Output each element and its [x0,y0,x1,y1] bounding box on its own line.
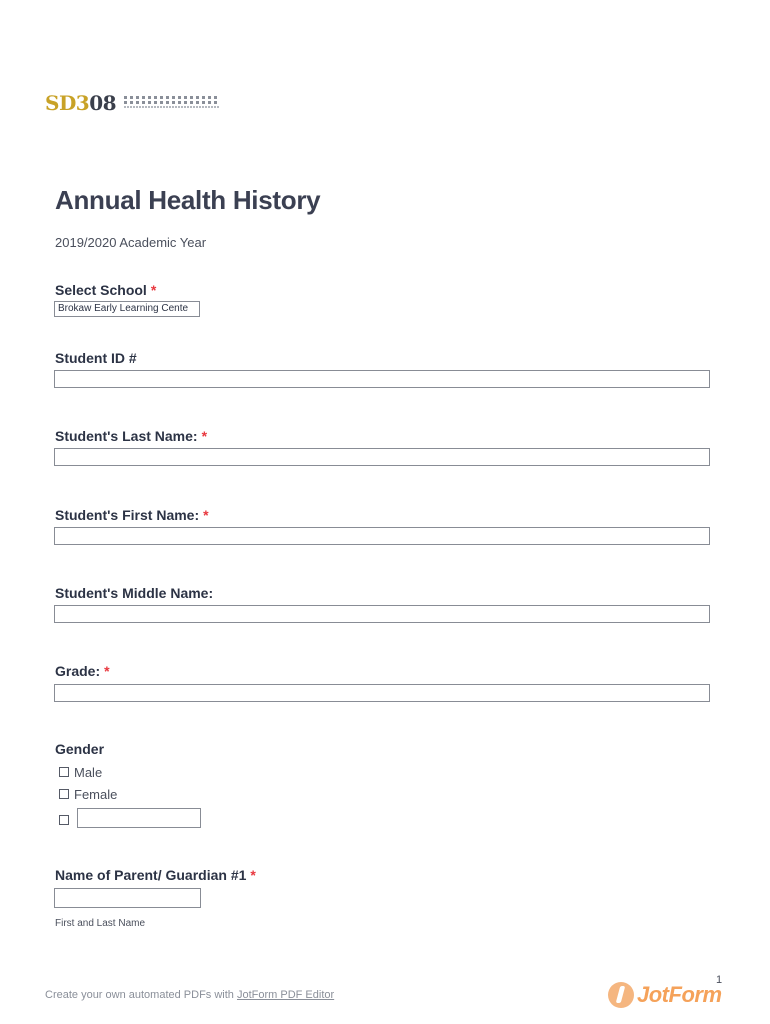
parent1-name-field[interactable] [54,888,201,908]
first-name-field[interactable] [54,527,710,545]
select-school-label: Select School * [55,282,157,298]
logo-circle: 0 [89,91,103,115]
gender-male-checkbox[interactable] [59,767,69,777]
required-mark: * [150,282,157,298]
required-mark: * [203,507,209,523]
student-id-label: Student ID # [55,350,137,366]
page-number: 1 [716,974,723,986]
student-id-field[interactable] [54,370,710,388]
gender-other-field[interactable] [77,808,201,828]
grade-field[interactable] [54,684,710,702]
parent1-hint: First and Last Name [55,918,146,929]
gender-label: Gender [55,741,105,757]
logo-prefix: SD3 [45,91,90,115]
last-name-field[interactable] [54,448,710,466]
middle-name-field[interactable] [54,605,710,623]
parent1-label: Name of Parent/ Guardian #1 * [55,867,256,883]
jotform-brand: JotForm [637,982,722,1007]
school-select[interactable]: Brokaw Early Learning Cente [54,301,200,317]
page-subtitle: 2019/2020 Academic Year [55,235,207,250]
gender-male-label: Male [74,765,103,780]
required-mark: * [104,663,110,679]
gender-female-checkbox[interactable] [59,789,69,799]
logo-wordmark [124,96,220,110]
logo-suffix: 8 [102,91,117,115]
middle-name-label: Student's Middle Name: [55,585,214,601]
gender-female-label: Female [74,787,118,802]
jotform-editor-link[interactable]: JotForm PDF Editor [236,989,335,1001]
last-name-label: Student's Last Name: * [55,428,208,444]
jotform-logo [608,982,722,1008]
first-name-label: Student's First Name: * [55,507,209,523]
district-logo [45,91,220,117]
footer-text: Create your own automated PDFs with JotForm PDF Editor [45,989,335,1001]
grade-label: Grade: * [55,663,110,679]
gender-other-checkbox[interactable] [59,815,69,825]
page-title: Annual Health History [55,185,321,215]
required-mark: * [250,867,256,883]
jotform-mark-icon [608,982,634,1008]
required-mark: * [201,428,208,444]
